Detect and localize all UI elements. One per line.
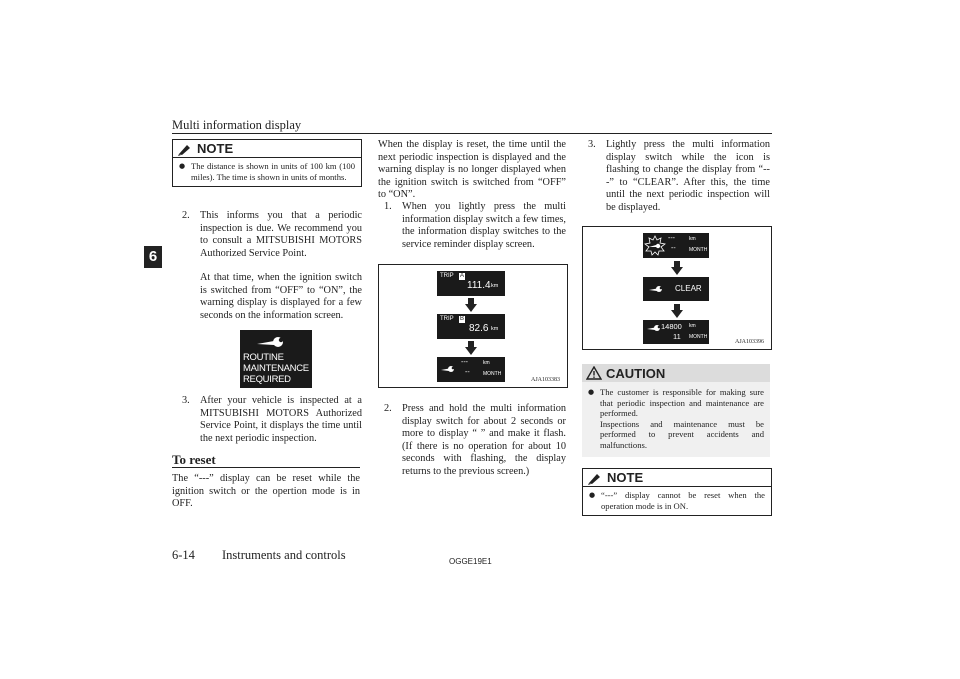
caution-body xyxy=(582,382,770,457)
clear-text: CLEAR xyxy=(675,284,702,293)
note-label: NOTE xyxy=(197,141,234,156)
distance-dashes: --- xyxy=(668,235,675,242)
step-number: 2. xyxy=(384,403,392,414)
note-text: “---” display cannot be reset when the operation mode is in ON. xyxy=(601,490,765,511)
note-header xyxy=(583,469,771,487)
arrow-down-icon xyxy=(671,261,683,275)
routine-line-1: ROUTINE xyxy=(243,352,284,363)
bullet-icon: ● xyxy=(589,491,596,499)
bullet-icon: ● xyxy=(588,388,595,396)
warning-triangle-icon xyxy=(586,366,602,380)
note-text: The distance is shown in units of 100 km (100 miles). The time is shown in units of months. xyxy=(191,161,355,182)
arrow-down-icon xyxy=(465,298,477,312)
caution-text-1: The customer is responsible for making sure that periodic inspection and maintenance are performed. xyxy=(600,387,764,419)
caution-text-2: Inspections and maintenance must be performed to prevent accidents and malfunctions. xyxy=(600,418,764,450)
header-rule xyxy=(172,133,772,134)
trip-unit: km xyxy=(491,283,499,289)
step-text: At that time, when the ignition switch is switched from “OFF” to “ON”, the warning display is displayed for a few seconds on the information screen. xyxy=(200,272,362,321)
month-dashes: -- xyxy=(671,245,676,252)
next-inspection-panel xyxy=(643,320,709,344)
km-unit: km xyxy=(689,323,696,329)
month-unit: MONTH xyxy=(689,334,708,340)
service-reminder-panel xyxy=(437,357,505,382)
month-unit: MONTH xyxy=(483,371,502,377)
step-number: 1. xyxy=(384,201,392,212)
page-number: 6-14 xyxy=(172,548,195,562)
distance-dashes: --- xyxy=(461,359,468,366)
wrench-icon xyxy=(441,365,455,373)
step-text: When you lightly press the multi information display switch a few times, the information display switches to the service reminder display screen. xyxy=(402,201,566,250)
trip-b-panel xyxy=(437,314,505,339)
note-header xyxy=(173,140,361,158)
arrow-down-icon xyxy=(671,304,683,318)
step-2-inspection-due xyxy=(182,210,362,260)
figure-trip-to-service xyxy=(378,264,568,388)
running-header: Multi information display xyxy=(172,118,302,132)
chapter-tab: 6 xyxy=(144,246,162,268)
clear-panel xyxy=(643,277,709,301)
caution-header xyxy=(582,364,770,382)
routine-text xyxy=(243,352,309,385)
routine-line-3: REQUIRED xyxy=(243,374,291,385)
step-1-press-switch xyxy=(384,201,566,251)
routine-line-2: MAINTENANCE xyxy=(243,363,309,374)
step-text: After your vehicle is inspected at a MITSUBISHI MOTORS Authorized Service Point, it displays the time until the next periodic inspection. xyxy=(200,395,362,444)
note-body xyxy=(173,158,361,186)
trip-value: 111.4 xyxy=(467,280,491,291)
step-text: Lightly press the multi information display switch while the icon is flashing to change the display from “---” to “CLEAR”. After this, the time until the next periodic inspection will be displayed. xyxy=(606,139,770,213)
trip-letter: A xyxy=(460,272,465,279)
flashing-wrench-icon xyxy=(644,235,666,256)
document-code: OGGE19E1 xyxy=(449,557,492,566)
note-pen-icon xyxy=(177,142,193,156)
intro-paragraph: When the display is reset, the time until the next periodic inspection is displayed and the warning display is no longer displayed when the ignition switch is switched from “OFF” to “ON”. xyxy=(378,139,566,201)
step-text: This informs you that a periodic inspection is due. We recommend you to consult a MITSUBISHI MOTORS Authorized Service Point. xyxy=(200,210,362,259)
trip-label: TRIP xyxy=(440,273,454,279)
step-3-after-inspection xyxy=(182,395,362,445)
section-name: Instruments and controls xyxy=(222,548,346,562)
trip-a-panel xyxy=(437,271,505,296)
month-unit: MONTH xyxy=(689,247,708,253)
note-label: NOTE xyxy=(607,470,644,485)
step-text: Press and hold the multi information display switch for about 2 seconds or more to display “ ” and make it flash. (If there is no operation for about 10 seconds with flashing, the display returns to the previous screen.) xyxy=(402,403,566,477)
trip-value: 82.6 xyxy=(469,323,489,334)
caution-box xyxy=(582,364,770,457)
step-number: 3. xyxy=(588,139,596,150)
wrench-icon xyxy=(649,285,663,293)
figure-caption: AJA103396 xyxy=(735,339,765,345)
bullet-icon: ● xyxy=(179,162,186,170)
step-2-press-and-hold xyxy=(384,403,566,479)
step-number: 3. xyxy=(182,395,190,406)
note-box-reset-on xyxy=(582,468,772,516)
month-dashes: -- xyxy=(465,369,470,376)
distance-value: 14800 xyxy=(661,322,682,331)
months-value: 11 xyxy=(673,332,681,341)
km-unit: km xyxy=(689,236,696,242)
step-number: 2. xyxy=(182,210,190,221)
note-body xyxy=(583,487,771,515)
arrow-down-icon xyxy=(465,341,477,355)
step-3-lightly-press xyxy=(588,139,770,215)
step-2-warning-display xyxy=(182,272,362,322)
trip-label: TRIP xyxy=(440,316,454,322)
trip-unit: km xyxy=(491,326,499,332)
km-unit: km xyxy=(483,360,490,366)
heading-rule xyxy=(172,467,360,468)
note-pen-icon xyxy=(587,471,603,485)
routine-maintenance-display xyxy=(240,330,312,388)
figure-clear-service xyxy=(582,226,772,350)
service-flashing-panel xyxy=(643,233,709,258)
figure-caption: AJA103383 xyxy=(531,377,561,383)
caution-label: CAUTION xyxy=(606,365,666,381)
reset-paragraph: The “---” display can be reset while the ignition switch or the opertion mode is in OFF. xyxy=(172,473,360,510)
section-heading-to-reset: To reset xyxy=(172,452,216,467)
wrench-icon xyxy=(647,324,661,332)
trip-letter: B xyxy=(460,315,465,322)
note-box-distance-units xyxy=(172,139,362,187)
wrench-icon xyxy=(256,335,286,349)
